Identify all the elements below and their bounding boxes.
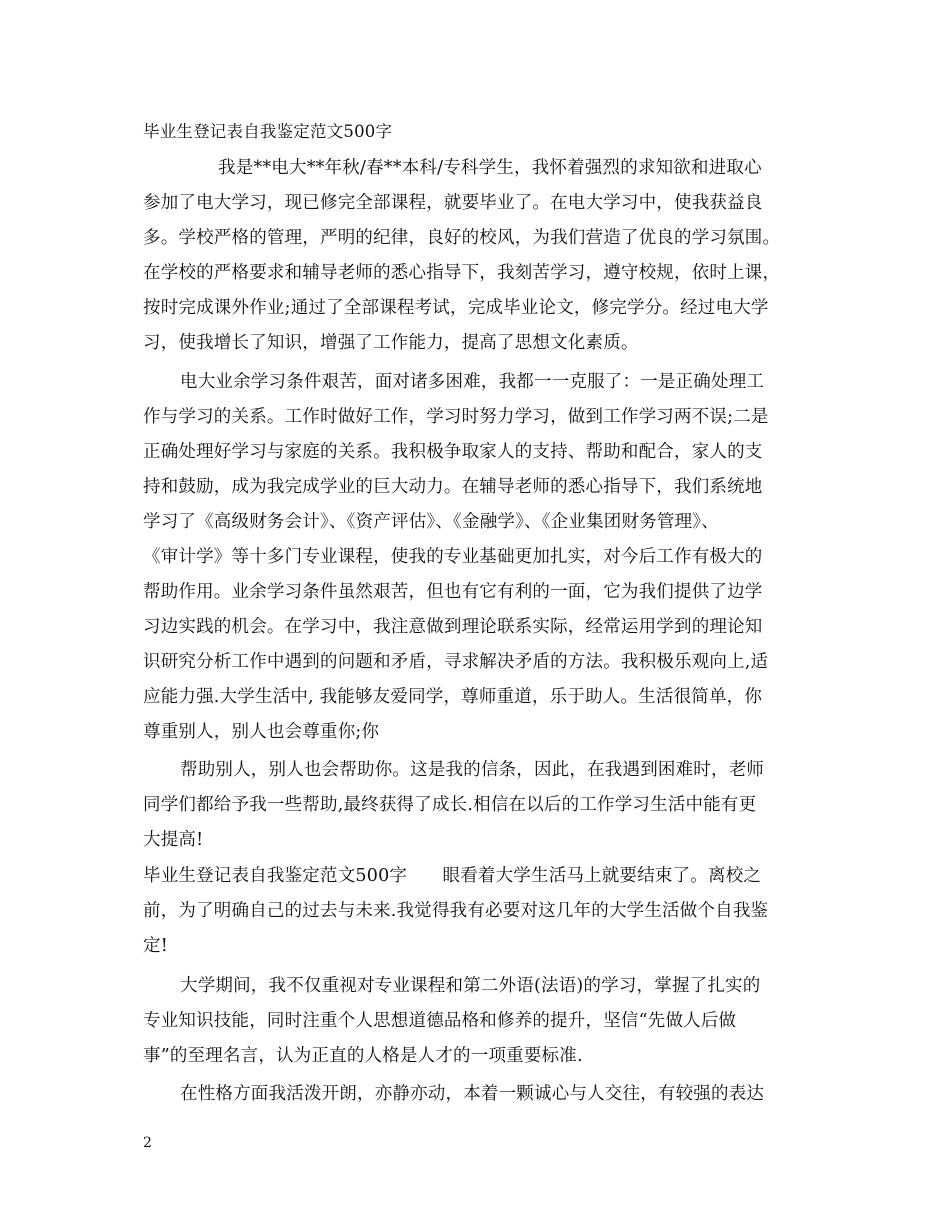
text-line: 帮助作用。业余学习条件虽然艰苦，但也有它有利的一面，它为我们提供了边学 [143, 582, 763, 602]
text-line: 应能力强.大学生活中, 我能够友爱同学，尊师重道，乐于助人。生活很简单，你 [143, 687, 763, 707]
text-line: 大学期间，我不仅重视对专业课程和第二外语(法语)的学习，掌握了扎实的 [180, 976, 761, 996]
text-line: 事”的至理名言，认为正直的人格是人才的一项重要标准. [143, 1046, 583, 1066]
text-line: 习，使我增长了知识，增强了工作能力，提高了思想文化素质。 [143, 333, 639, 353]
text-line: 学习了《高级财务会计》、《资产评估》、《金融学》、《企业集团财务管理》、 [143, 512, 719, 532]
text-line: 习边实践的机会。在学习中，我注意做到理论联系实际，经常运用学到的理论知 [143, 617, 763, 637]
text-line: 定! [143, 936, 168, 956]
text-line: 作与学习的关系。工作时做好工作，学习时努力学习，做到工作学习两不误;二是 [143, 407, 769, 427]
text-line: 电大业余学习条件艰苦，面对诸多困难，我都一一克服了：一是正确处理工 [180, 372, 765, 392]
document-title: 毕业生登记表自我鉴定范文500字 [143, 122, 393, 141]
text-line: 按时完成课外作业;通过了全部课程考试，完成毕业论文，修完学分。经过电大学 [143, 298, 769, 318]
text-line: 大提高! [143, 830, 204, 850]
text-line: 同学们都给予我一些帮助,最终获得了成长.相信在以后的工作学习生活中能有更 [143, 795, 757, 815]
text-line: 毕业生登记表自我鉴定范文500字 眼看着大学生活马上就要结束了。离校之 [143, 866, 762, 886]
text-line: 在学校的严格要求和辅导老师的悉心指导下，我刻苦学习，遵守校规，依时上课， [143, 263, 781, 283]
text-line: 前，为了明确自己的过去与未来.我觉得我有必要对这几年的大学生活做个自我鉴 [143, 901, 769, 921]
text-line: 尊重别人，别人也会尊重你;你 [143, 722, 380, 742]
page-number: 2 [143, 1135, 152, 1151]
text-line: 参加了电大学习，现已修完全部课程，就要毕业了。在电大学习中，使我获益良 [143, 193, 763, 213]
text-line: 专业知识技能，同时注重个人思想道德品格和修养的提升，坚信“先做人后做 [143, 1011, 737, 1031]
text-line: 我是**电大**年秋/春**本科/专科学生，我怀着强烈的求知欲和进取心 [218, 158, 762, 178]
text-line: 识研究分析工作中遇到的问题和矛盾，寻求解决矛盾的方法。我积极乐观向上,适 [143, 652, 769, 672]
text-line: 正确处理好学习与家庭的关系。我积极争取家人的支持、帮助和配合，家人的支 [143, 442, 763, 462]
text-line: 持和鼓励，成为我完成学业的巨大动力。在辅导老师的悉心指导下，我们系统地 [143, 477, 763, 497]
text-line: 《审计学》等十多门专业课程，使我的专业基础更加扎实，对今后工作有极大的 [143, 547, 763, 567]
text-line: 多。学校严格的管理，严明的纪律，良好的校风，为我们营造了优良的学习氛围。 [143, 228, 781, 248]
text-line: 帮助别人，别人也会帮助你。这是我的信条，因此，在我遇到困难时，老师 [180, 760, 765, 780]
text-line: 在性格方面我活泼开朗，亦静亦动，本着一颗诚心与人交往，有较强的表达 [180, 1084, 765, 1104]
